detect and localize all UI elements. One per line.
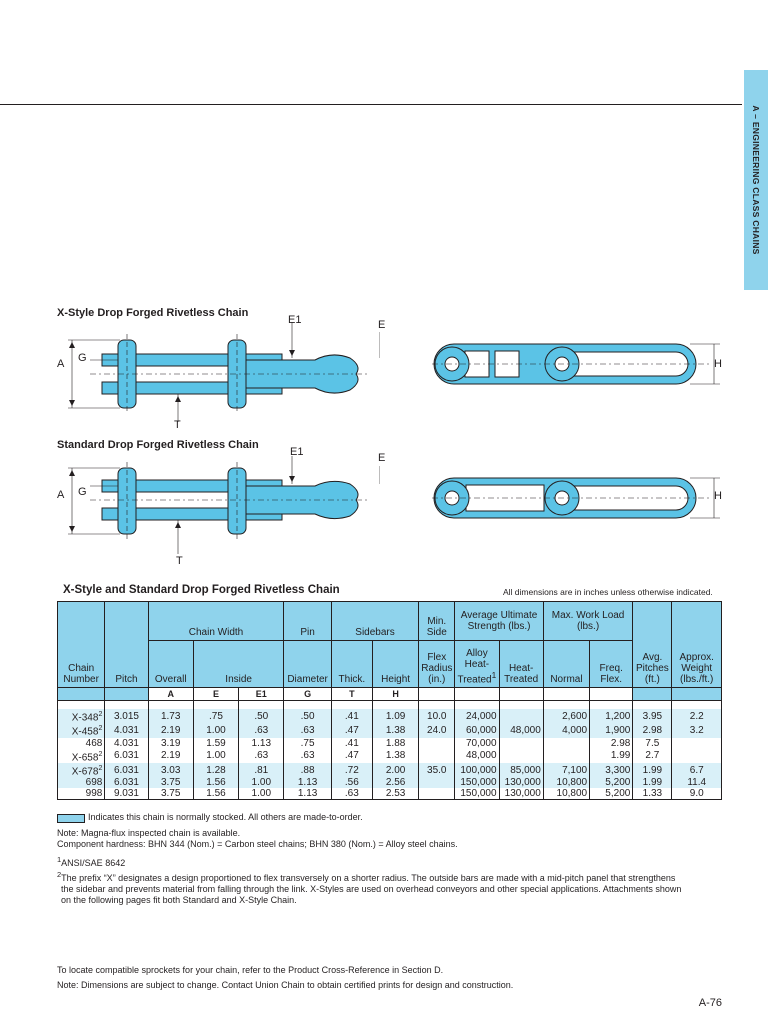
pitch-cell-value: 6.031 bbox=[113, 777, 139, 789]
header-freq-flex: Freq. Flex. bbox=[590, 641, 633, 688]
chain-number-cell-value: 468 bbox=[85, 737, 103, 749]
thick-cell-value: .47 bbox=[344, 750, 359, 762]
weight-cell bbox=[672, 763, 722, 777]
thick-cell-value: .41 bbox=[344, 710, 359, 722]
standard-label-h: H bbox=[714, 490, 722, 502]
avg-pitches-cell-value: 2.7 bbox=[645, 750, 660, 762]
avg-pitches-cell-value: 3.95 bbox=[642, 710, 663, 722]
freq-flex-cell bbox=[590, 763, 633, 777]
height-cell-value: 1.38 bbox=[385, 724, 406, 736]
freq-flex-cell bbox=[590, 777, 633, 788]
chain-number-cell-value: X-458 bbox=[71, 726, 99, 738]
section-tab-label: A – ENGINEERING CLASS CHAINS bbox=[751, 105, 761, 255]
freq-flex-cell-value: 3,300 bbox=[605, 764, 631, 776]
header-min-side: Min. Side bbox=[419, 602, 455, 641]
chain-number-cell bbox=[58, 777, 105, 788]
avg-pitches-cell-value: 1.33 bbox=[642, 788, 663, 800]
inside-e1-cell bbox=[239, 763, 284, 777]
pitch-cell-value: 4.031 bbox=[113, 724, 139, 736]
footnote-2-marker: 2 bbox=[98, 764, 103, 772]
alloy-heat-treated-cell bbox=[455, 777, 499, 788]
chain-number-cell bbox=[58, 738, 105, 749]
normal-load-cell-value: 2,600 bbox=[562, 710, 588, 722]
inside-e-cell bbox=[193, 709, 238, 723]
table-row bbox=[58, 723, 722, 737]
height-cell-value: 1.09 bbox=[385, 710, 406, 722]
header-avg-pitches: Avg. Pitches (ft.) bbox=[633, 602, 672, 688]
freq-flex-cell bbox=[590, 709, 633, 723]
weight-cell-value: 6.7 bbox=[689, 764, 704, 776]
inside-e1-cell-value: 1.00 bbox=[251, 788, 272, 800]
inside-e1-cell bbox=[239, 723, 284, 737]
heat-treated-cell-value: 85,000 bbox=[510, 764, 541, 776]
freq-flex-cell-value: 2.98 bbox=[610, 737, 631, 749]
flex-radius-cell bbox=[419, 777, 455, 788]
hardness-note: Component hardness: BHN 344 (Nom.) = Carbon steel chains; BHN 380 (Nom.) = Alloy steel chains. bbox=[57, 839, 458, 849]
normal-load-cell bbox=[543, 777, 589, 788]
header-chain-number: Chain Number bbox=[58, 602, 105, 688]
inside-e1-cell bbox=[239, 749, 284, 763]
header-overall: Overall bbox=[148, 641, 193, 688]
magnaflux-note: Note: Magna-flux inspected chain is available. bbox=[57, 828, 241, 838]
height-cell bbox=[372, 763, 418, 777]
heat-treated-cell bbox=[499, 709, 543, 723]
header-inside: Inside bbox=[193, 641, 284, 688]
chain-spec-table bbox=[57, 601, 722, 800]
pin-diameter-cell bbox=[284, 738, 331, 749]
normal-load-cell bbox=[543, 723, 589, 737]
avg-pitches-cell-value: 1.99 bbox=[642, 777, 663, 789]
overall-cell bbox=[148, 738, 193, 749]
header-approx-weight: Approx. Weight (lbs./ft.) bbox=[672, 602, 722, 688]
xstyle-diagram-title: X-Style Drop Forged Rivetless Chain bbox=[57, 307, 249, 319]
table-row bbox=[58, 788, 722, 800]
avg-pitches-cell bbox=[633, 749, 672, 763]
inside-e-cell-value: .75 bbox=[209, 710, 223, 722]
freq-flex-cell-value: 5,200 bbox=[605, 788, 631, 800]
weight-cell bbox=[672, 738, 722, 749]
pitch-cell-value: 6.031 bbox=[113, 750, 139, 762]
weight-cell-value: 2.2 bbox=[689, 710, 704, 722]
freq-flex-cell bbox=[590, 788, 633, 800]
flex-radius-cell bbox=[419, 749, 455, 763]
weight-cell bbox=[672, 788, 722, 800]
footnote-2-mark: 2 bbox=[57, 870, 62, 879]
pin-diameter-cell bbox=[284, 777, 331, 788]
overall-cell bbox=[148, 788, 193, 800]
footnote-2 bbox=[57, 869, 737, 906]
normal-load-cell-value: 10,800 bbox=[556, 788, 588, 800]
overall-cell bbox=[148, 763, 193, 777]
footnote-2-marker: 2 bbox=[98, 725, 103, 733]
letter-a: A bbox=[148, 688, 193, 701]
pin-diameter-cell-value: 1.13 bbox=[297, 777, 318, 789]
inside-e-cell-value: 1.28 bbox=[206, 764, 226, 776]
pin-diameter-cell-value: .88 bbox=[300, 764, 315, 776]
alloy-heat-label: Alloy Heat- bbox=[464, 647, 490, 670]
weight-cell-value: 11.4 bbox=[687, 777, 707, 789]
chain-number-cell-value: X-348 bbox=[71, 712, 99, 724]
page-number: A-76 bbox=[698, 997, 722, 1009]
pitch-cell-value: 6.031 bbox=[113, 764, 139, 776]
alloy-heat-treated-cell bbox=[455, 788, 499, 800]
table-row bbox=[58, 763, 722, 777]
thick-cell bbox=[331, 788, 372, 800]
chain-number-cell-value: 998 bbox=[85, 788, 103, 800]
weight-cell bbox=[672, 709, 722, 723]
footnote-1-marker: 1 bbox=[491, 669, 497, 680]
inside-e-cell-value: 1.00 bbox=[206, 750, 226, 762]
inside-e-cell bbox=[193, 777, 238, 788]
table-row bbox=[58, 709, 722, 723]
inside-e-cell bbox=[193, 749, 238, 763]
pitch-cell-value: 9.031 bbox=[113, 788, 139, 800]
chain-number-cell-value: 698 bbox=[85, 777, 103, 789]
freq-flex-cell-value: 1,900 bbox=[605, 724, 631, 736]
inside-e-cell-value: 1.56 bbox=[206, 777, 226, 789]
overall-cell-value: 3.75 bbox=[160, 777, 181, 789]
normal-load-cell bbox=[543, 788, 589, 800]
alloy-heat-treated-cell bbox=[455, 763, 499, 777]
avg-pitches-cell-value: 2.98 bbox=[642, 724, 663, 736]
alloy-heat-treated-cell bbox=[455, 723, 499, 737]
footnote-2-marker: 2 bbox=[98, 711, 103, 718]
pin-diameter-cell bbox=[284, 723, 331, 737]
pitch-cell bbox=[105, 763, 148, 777]
standard-label-e: E bbox=[378, 452, 386, 464]
heat-treated-cell bbox=[499, 738, 543, 749]
avg-pitches-cell-value: 7.5 bbox=[645, 737, 660, 749]
header-sidebars: Sidebars bbox=[331, 602, 418, 641]
table-title: X-Style and Standard Drop Forged Rivetless Chain bbox=[63, 584, 340, 596]
pitch-cell bbox=[105, 709, 148, 723]
letter-h: H bbox=[372, 688, 418, 701]
avg-pitches-cell bbox=[633, 777, 672, 788]
pitch-cell bbox=[105, 738, 148, 749]
letter-t: T bbox=[331, 688, 372, 701]
pitch-cell bbox=[105, 777, 148, 788]
xstyle-label-e: E bbox=[378, 319, 386, 331]
height-cell-value: 2.56 bbox=[385, 777, 406, 789]
flex-radius-cell bbox=[419, 738, 455, 749]
overall-cell bbox=[148, 749, 193, 763]
chain-number-cell bbox=[58, 763, 105, 777]
thick-cell-value: .72 bbox=[344, 764, 359, 776]
pin-diameter-cell-value: .63 bbox=[300, 724, 315, 736]
header-thick: Thick. bbox=[331, 641, 372, 688]
footnote-2-line-3: on the following pages fit both Standard and X-Style Chain. bbox=[61, 895, 297, 905]
thick-cell-value: .56 bbox=[344, 777, 359, 789]
overall-cell-value: 1.73 bbox=[160, 710, 181, 722]
standard-label-a: A bbox=[57, 489, 65, 501]
heat-treated-cell bbox=[499, 777, 543, 788]
thick-cell bbox=[331, 723, 372, 737]
thick-cell bbox=[331, 738, 372, 749]
normal-load-cell bbox=[543, 738, 589, 749]
inside-e1-cell-value: 1.13 bbox=[251, 737, 272, 749]
inside-e1-cell bbox=[239, 709, 284, 723]
thick-cell bbox=[331, 709, 372, 723]
inside-e1-cell-value: .63 bbox=[254, 724, 269, 736]
thick-cell-value: .47 bbox=[344, 724, 359, 736]
footnote-1-mark: 1 bbox=[57, 855, 62, 864]
avg-pitches-cell bbox=[633, 723, 672, 737]
freq-flex-cell bbox=[590, 749, 633, 763]
heat-treated-cell bbox=[499, 788, 543, 800]
alloy-heat-treated-cell-value: 150,000 bbox=[460, 788, 497, 800]
flex-radius-cell bbox=[419, 709, 455, 723]
footnote-1 bbox=[57, 854, 125, 869]
inside-e1-cell-value: .50 bbox=[254, 710, 269, 722]
xstyle-top-view bbox=[432, 338, 722, 390]
letter-g: G bbox=[284, 688, 331, 701]
thick-cell bbox=[331, 749, 372, 763]
pitch-cell bbox=[105, 749, 148, 763]
overall-cell-value: 3.03 bbox=[160, 764, 181, 776]
normal-load-cell bbox=[543, 763, 589, 777]
footnote-1-text: ANSI/SAE 8642 bbox=[61, 858, 126, 868]
avg-pitches-cell-value: 1.99 bbox=[642, 764, 663, 776]
header-height: Height bbox=[372, 641, 418, 688]
alloy-heat-treated-cell-value: 60,000 bbox=[465, 724, 497, 736]
pin-diameter-cell bbox=[284, 749, 331, 763]
flex-radius-cell-value: 10.0 bbox=[427, 710, 447, 722]
inside-e1-cell bbox=[239, 788, 284, 800]
height-cell-value: 1.38 bbox=[385, 750, 406, 762]
chain-number-cell bbox=[58, 749, 105, 763]
freq-flex-cell-value: 1.99 bbox=[610, 750, 631, 762]
pitch-cell-value: 4.031 bbox=[113, 737, 139, 749]
stocked-legend-text: Indicates this chain is normally stocked. All others are made-to-order. bbox=[88, 812, 363, 822]
avg-pitches-cell bbox=[633, 738, 672, 749]
dimensions-note: All dimensions are in inches unless otherwise indicated. bbox=[503, 587, 713, 597]
pin-diameter-cell-value: .63 bbox=[300, 750, 315, 762]
overall-cell bbox=[148, 777, 193, 788]
inside-e-cell-value: 1.59 bbox=[206, 737, 226, 749]
footnote-2-marker: 2 bbox=[98, 750, 103, 758]
pin-diameter-cell bbox=[284, 788, 331, 800]
weight-cell bbox=[672, 777, 722, 788]
overall-cell-value: 2.19 bbox=[160, 724, 181, 736]
top-rule bbox=[0, 104, 742, 105]
alloy-heat-treated-cell bbox=[455, 749, 499, 763]
heat-treated-cell-value: 48,000 bbox=[510, 724, 541, 736]
inside-e-cell bbox=[193, 763, 238, 777]
alloy-heat-treated-cell-value: 150,000 bbox=[460, 777, 497, 789]
freq-flex-cell bbox=[590, 738, 633, 749]
pin-diameter-cell-value: .75 bbox=[300, 737, 315, 749]
height-cell bbox=[372, 749, 418, 763]
standard-top-view bbox=[432, 472, 722, 524]
height-cell-value: 2.00 bbox=[385, 764, 406, 776]
height-cell bbox=[372, 788, 418, 800]
height-cell-value: 2.53 bbox=[385, 788, 406, 800]
inside-e-cell bbox=[193, 738, 238, 749]
avg-pitches-cell bbox=[633, 763, 672, 777]
inside-e1-cell-value: 1.00 bbox=[251, 777, 272, 789]
chain-number-cell-value: X-658 bbox=[71, 751, 99, 763]
inside-e1-cell-value: .81 bbox=[254, 764, 269, 776]
chain-number-cell bbox=[58, 709, 105, 723]
normal-load-cell-value: 7,100 bbox=[562, 764, 588, 776]
overall-cell-value: 3.19 bbox=[160, 737, 181, 749]
freq-flex-cell bbox=[590, 723, 633, 737]
heat-treated-cell-value: 130,000 bbox=[504, 788, 541, 800]
avg-pitches-cell bbox=[633, 709, 672, 723]
flex-radius-cell bbox=[419, 763, 455, 777]
normal-load-cell-value: 10,800 bbox=[556, 777, 588, 789]
table-row bbox=[58, 738, 722, 749]
flex-radius-cell bbox=[419, 788, 455, 800]
header-chain-width: Chain Width bbox=[148, 602, 284, 641]
standard-side-view bbox=[50, 450, 380, 562]
alloy-heat-treated-cell bbox=[455, 709, 499, 723]
footnote-2-line-2: the sidebar and prevents material from falling through the link. X-Styles are used on overhead conveyors and other special applications. Attachments shown bbox=[61, 884, 682, 894]
heat-treated-cell bbox=[499, 723, 543, 737]
weight-cell-value: 9.0 bbox=[689, 788, 704, 800]
pin-diameter-cell-value: 1.13 bbox=[297, 788, 318, 800]
letter-e1: E1 bbox=[239, 688, 284, 701]
pin-diameter-cell bbox=[284, 763, 331, 777]
stocked-legend-swatch bbox=[57, 814, 85, 823]
thick-cell bbox=[331, 777, 372, 788]
normal-load-cell-value: 4,000 bbox=[562, 724, 588, 736]
inside-e-cell-value: 1.00 bbox=[206, 724, 226, 736]
chain-number-cell bbox=[58, 723, 105, 737]
weight-cell-value: 3.2 bbox=[689, 724, 704, 736]
height-cell bbox=[372, 738, 418, 749]
xstyle-label-e1: E1 bbox=[288, 314, 302, 326]
chain-number-cell bbox=[58, 788, 105, 800]
header-pin: Pin bbox=[284, 602, 331, 641]
avg-pitches-cell bbox=[633, 788, 672, 800]
header-max-work-load: Max. Work Load (lbs.) bbox=[543, 602, 633, 641]
thick-cell-value: .41 bbox=[344, 737, 359, 749]
height-cell bbox=[372, 777, 418, 788]
alloy-heat-treated-cell-value: 100,000 bbox=[460, 764, 497, 776]
flex-radius-cell bbox=[419, 723, 455, 737]
overall-cell bbox=[148, 709, 193, 723]
heat-treated-cell bbox=[499, 763, 543, 777]
overall-cell-value: 3.75 bbox=[160, 788, 181, 800]
alloy-heat-treated-cell bbox=[455, 738, 499, 749]
pin-diameter-cell bbox=[284, 709, 331, 723]
height-cell bbox=[372, 709, 418, 723]
inside-e1-cell-value: .63 bbox=[254, 750, 269, 762]
alloy-heat-treated-cell-value: 48,000 bbox=[465, 750, 497, 762]
flex-radius-cell-value: 24.0 bbox=[427, 724, 447, 736]
header-avg-ultimate-strength: Average Ultimate Strength (lbs.) bbox=[455, 602, 544, 641]
table-row bbox=[58, 777, 722, 788]
freq-flex-cell-value: 1,200 bbox=[605, 710, 631, 722]
weight-cell bbox=[672, 723, 722, 737]
standard-diagram-title: Standard Drop Forged Rivetless Chain bbox=[57, 439, 259, 451]
header-normal: Normal bbox=[543, 641, 589, 688]
xstyle-label-g: G bbox=[78, 352, 87, 364]
sprocket-reference-note: To locate compatible sprockets for your chain, refer to the Product Cross-Reference in Section D. bbox=[57, 965, 444, 975]
xstyle-label-t: T bbox=[174, 419, 181, 431]
pin-diameter-cell-value: .50 bbox=[300, 710, 315, 722]
freq-flex-cell-value: 5,200 bbox=[605, 777, 631, 789]
standard-label-g: G bbox=[78, 486, 87, 498]
xstyle-label-a: A bbox=[57, 358, 65, 370]
heat-treated-cell bbox=[499, 749, 543, 763]
chain-number-cell-value: X-678 bbox=[71, 766, 99, 778]
thick-cell bbox=[331, 763, 372, 777]
inside-e1-cell bbox=[239, 738, 284, 749]
height-cell-value: 1.88 bbox=[385, 737, 406, 749]
inside-e-cell-value: 1.56 bbox=[206, 788, 226, 800]
alloy-heat-treated-cell-value: 24,000 bbox=[465, 710, 497, 722]
normal-load-cell bbox=[543, 749, 589, 763]
header-pitch: Pitch bbox=[105, 602, 148, 688]
standard-label-e1: E1 bbox=[290, 446, 304, 458]
height-cell bbox=[372, 723, 418, 737]
overall-cell-value: 2.19 bbox=[160, 750, 181, 762]
alloy-treated-label: Treated bbox=[457, 674, 492, 685]
thick-cell-value: .63 bbox=[344, 788, 359, 800]
flex-radius-cell-value: 35.0 bbox=[427, 764, 447, 776]
footnote-2-line-1: The prefix “X” designates a design proportioned to flex transversely on a shorter radius. The outside bars are made with a mid-pitch panel that strengthens bbox=[61, 873, 676, 883]
heat-treated-cell-value: 130,000 bbox=[504, 777, 541, 789]
weight-cell bbox=[672, 749, 722, 763]
alloy-heat-treated-cell-value: 70,000 bbox=[465, 737, 497, 749]
letter-e: E bbox=[193, 688, 238, 701]
dimensions-change-note: Note: Dimensions are subject to change. Contact Union Chain to obtain certified prints for design and construction. bbox=[57, 980, 514, 990]
section-tab bbox=[744, 70, 768, 290]
xstyle-label-h: H bbox=[714, 358, 722, 370]
inside-e1-cell bbox=[239, 777, 284, 788]
header-flex-radius: Flex Radius (in.) bbox=[419, 641, 455, 688]
header-alloy-heat-treated bbox=[455, 641, 499, 688]
standard-label-t: T bbox=[176, 555, 183, 567]
overall-cell bbox=[148, 723, 193, 737]
inside-e-cell bbox=[193, 788, 238, 800]
pitch-cell bbox=[105, 723, 148, 737]
normal-load-cell bbox=[543, 709, 589, 723]
header-diameter: Diameter bbox=[284, 641, 331, 688]
inside-e-cell bbox=[193, 723, 238, 737]
pitch-cell-value: 3.015 bbox=[113, 710, 139, 722]
header-heat-treated: Heat- Treated bbox=[499, 641, 543, 688]
xstyle-side-view bbox=[50, 318, 380, 430]
table-row bbox=[58, 749, 722, 763]
pitch-cell bbox=[105, 788, 148, 800]
